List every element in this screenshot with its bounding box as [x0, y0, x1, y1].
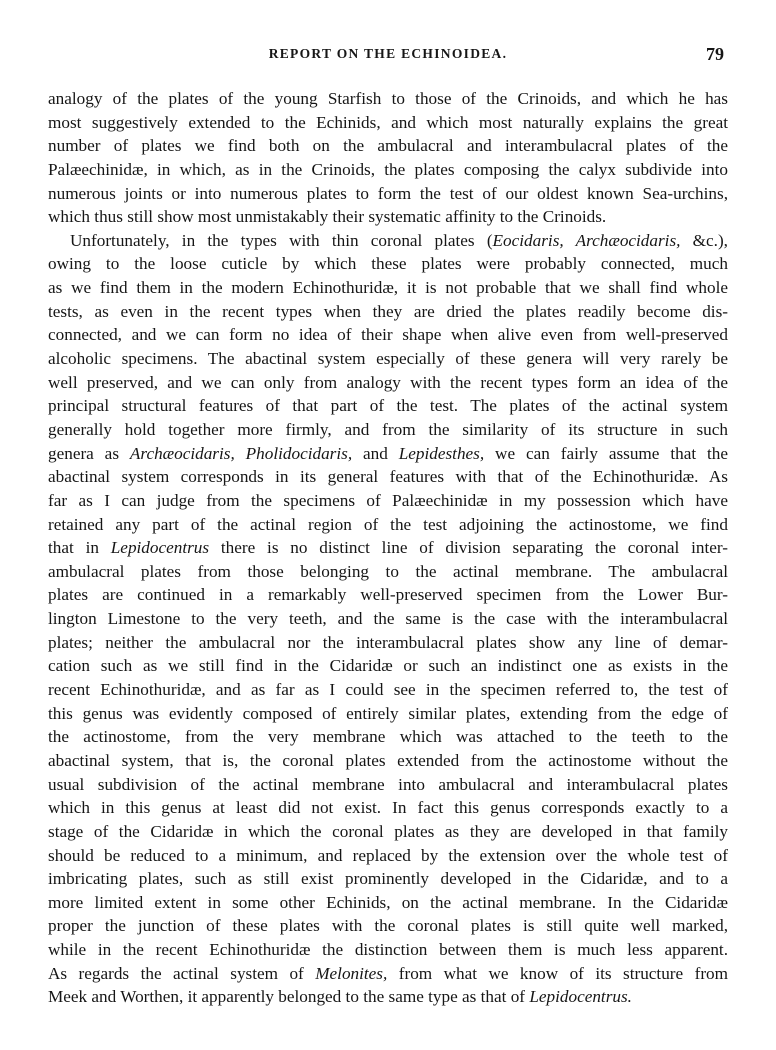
text-line [48, 276, 728, 300]
text-run: abactinal system corresponds in its general features with that of the Echinothuridæ. As [48, 467, 728, 487]
text-run: generally hold together more firmly, and from the similarity of its structure in such [48, 419, 728, 439]
text-run: the actinostome, from the very membrane which was attached to the teeth to the [48, 727, 728, 747]
text-run: stage of the Cidaridæ in which the coronal plates as they are developed in that family [48, 821, 728, 841]
text-line [48, 844, 728, 868]
text-line [48, 749, 728, 773]
text-line [48, 867, 728, 891]
text-run: while in the recent Echinothuridæ the distinction between them is much less apparent. [48, 940, 728, 960]
text-line [48, 418, 728, 442]
text-line [48, 962, 728, 986]
text-run: number of plates we find both on the ambulacral and interambulacral plates of the [48, 136, 728, 156]
text-line [48, 796, 728, 820]
text-run: analogy of the plates of the young Starfish to those of the Crinoids, and which he has [48, 89, 728, 108]
text-run: usual subdivision of the actinal membrane into ambulacral and interambulacral plates [48, 774, 728, 794]
text-line [48, 252, 728, 276]
text-run: most suggestively extended to the Echinids, and which most naturally explains the great [48, 112, 728, 132]
italic-genus-name: Eocidaris, Archæocidaris, [492, 230, 681, 250]
running-title: REPORT ON THE ECHINOIDEA. [268, 46, 508, 61]
text-run: cation such as we still find in the Cidaridæ or such an indistinct one as exists in the [48, 656, 728, 676]
text-run: ambulacral plates from those belonging to the actinal membrane. The ambulacral [48, 561, 728, 581]
paragraph [48, 87, 728, 229]
text-run: plates; neither the ambulacral nor the interambulacral plates show any line of demar- [48, 632, 728, 652]
body-text [48, 87, 728, 1009]
text-run: lington Limestone to the very teeth, and the same is the case with the interambulacral [48, 609, 728, 629]
text-line [48, 134, 728, 158]
italic-genus-name: Lepidocentrus [110, 538, 210, 558]
text-line [48, 725, 728, 749]
text-line [48, 300, 728, 324]
text-run: there is no distinct line of division separating the coronal inter- [209, 538, 728, 558]
text-run: retained any part of the actinal region of the test adjoining the actinostome, we find [48, 514, 728, 534]
text-run: Unfortunately, in the types with thin coronal plates ( [70, 230, 493, 250]
text-line [48, 773, 728, 797]
text-run: proper the junction of these plates with the coronal plates is still quite well marked, [48, 916, 728, 936]
text-run: &c.), [680, 230, 728, 250]
paragraph [48, 229, 728, 1009]
text-line [48, 323, 728, 347]
text-line [48, 347, 728, 371]
text-line [48, 465, 728, 489]
text-line [48, 442, 728, 466]
text-line [48, 205, 728, 229]
text-run: alcoholic specimens. The abactinal system especially of these genera will very rarely be [48, 349, 728, 369]
text-line [48, 371, 728, 395]
text-line [48, 394, 728, 418]
text-line [48, 560, 728, 584]
text-run: connected, and we can form no idea of their shape when alive even from well-preserved [48, 325, 728, 345]
text-line [48, 489, 728, 513]
italic-genus-name: Melonites, [315, 963, 388, 983]
text-run: principal structural features of that part of the test. The plates of the actinal system [48, 396, 728, 416]
text-run: recent Echinothuridæ, and as far as I could see in the specimen referred to, the test of [48, 680, 728, 700]
text-line [48, 702, 728, 726]
text-run: tests, as even in the recent types when they are dried the plates readily become dis- [48, 301, 728, 321]
italic-genus-name: Lepidesthes, [398, 443, 485, 463]
italic-genus-name: Lepidocentrus. [529, 987, 632, 1007]
italic-genus-name: Archæocidaris, Pholidocidaris, [129, 443, 353, 463]
text-run: more limited extent in some other Echinids, on the actinal membrane. In the Cidaridæ [48, 892, 728, 912]
text-line [48, 678, 728, 702]
text-run: As regards the actinal system of [48, 963, 316, 983]
text-run: this genus was evidently composed of entirely similar plates, extending from the edge of [48, 703, 728, 723]
text-line [48, 182, 728, 206]
text-run: abactinal system, that is, the coronal plates extended from the actinostome without the [48, 750, 728, 770]
text-run: well preserved, and we can only from analogy with the recent types form an idea of the [48, 372, 728, 392]
text-run: which in this genus at least did not exist. In fact this genus corresponds exactly to a [48, 798, 728, 818]
text-line [48, 820, 728, 844]
running-head [48, 44, 728, 68]
text-line [48, 158, 728, 182]
text-run: Palæechinidæ, in which, as in the Crinoids, the plates composing the calyx subdivide into [48, 159, 728, 179]
text-run: far as I can judge from the specimens of Palæechinidæ in my possession which have [48, 490, 728, 510]
text-run: and [352, 443, 399, 463]
text-line [48, 938, 728, 962]
text-run: as we find them in the modern Echinothuridæ, it is not probable that we shall find whole [48, 278, 728, 298]
text-run: owing to the loose cuticle by which these plates were probably connected, much [48, 254, 728, 274]
text-line [48, 536, 728, 560]
text-line [48, 891, 728, 915]
text-run: plates are continued in a remarkably well-preserved specimen from the Lower Bur- [48, 585, 728, 605]
text-line [48, 87, 728, 111]
text-line [48, 607, 728, 631]
text-line [48, 914, 728, 938]
text-line [48, 111, 728, 135]
text-line [48, 229, 728, 253]
text-run: from what we know of its structure from [387, 963, 729, 983]
text-run: numerous joints or into numerous plates to form the test of our oldest known Sea-urchins, [48, 183, 728, 203]
text-line [48, 985, 728, 1009]
text-run: imbricating plates, such as still exist prominently developed in the Cidaridæ, and to a [48, 869, 728, 889]
text-run: should be reduced to a minimum, and replaced by the extension over the whole test of [48, 845, 728, 865]
text-run: we can fairly assume that the [484, 443, 728, 463]
text-run: genera as [48, 443, 130, 463]
text-line [48, 583, 728, 607]
text-line [48, 631, 728, 655]
text-run: which thus still show most unmistakably their systematic affinity to the Crinoids. [48, 207, 607, 227]
page-number: 79 [706, 44, 724, 64]
text-line [48, 513, 728, 537]
text-run: that in [48, 538, 111, 558]
text-line [48, 654, 728, 678]
text-run: Meek and Worthen, it apparently belonged to the same type as that of [48, 987, 530, 1007]
